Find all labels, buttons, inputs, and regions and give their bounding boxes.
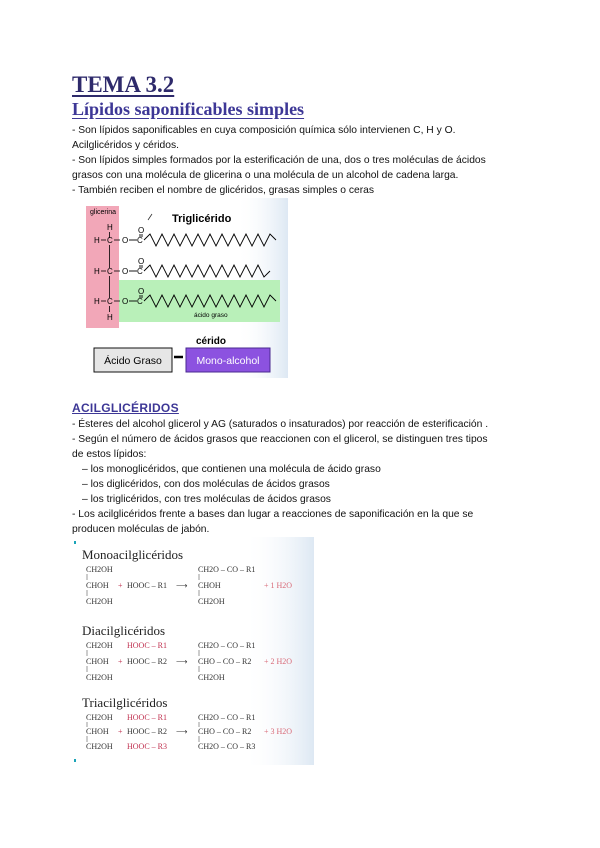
intro-text (72, 123, 542, 198)
svg-text:C: C (137, 267, 143, 276)
intro-line: Acilglicéridos y céridos. (72, 140, 180, 151)
atom-o: O (122, 267, 129, 276)
svg-text:HOOC – R1: HOOC – R1 (127, 641, 168, 650)
section-heading: ACILGLICÉRIDOS (72, 401, 179, 415)
svg-text:C: C (137, 236, 143, 245)
section-line: - Según el número de ácidos grasos que reaccionen con el glicerol, se distinguen tres tipos (72, 434, 488, 445)
svg-text:CHO – CO – R2: CHO – CO – R2 (198, 727, 252, 736)
svg-text:CH2O – CO – R3: CH2O – CO – R3 (198, 742, 256, 751)
svg-text:CH2OH: CH2OH (86, 565, 113, 574)
bond-mark (148, 214, 152, 220)
corner-mark (74, 759, 76, 762)
section-line: producen moléculas de jabón. (72, 524, 210, 535)
svg-text:CH2OH: CH2OH (86, 597, 113, 606)
svg-text:HOOC – R1: HOOC – R1 (127, 713, 168, 722)
svg-text:⟶: ⟶ (176, 581, 188, 590)
section-line: de estos lípidos: (72, 449, 147, 460)
svg-text:CH2OH: CH2OH (86, 673, 113, 682)
alcohol-box-label: Mono-alcohol (196, 355, 260, 367)
svg-text:CH2OH: CH2OH (86, 713, 113, 722)
svg-text:CH2OH: CH2OH (86, 742, 113, 751)
svg-text:CH2OH: CH2OH (198, 673, 225, 682)
acid-box-label: Ácido Graso (104, 355, 162, 367)
page-title: TEMA 3.2 (72, 72, 175, 97)
svg-text:CH2O – CO – R1: CH2O – CO – R1 (198, 641, 256, 650)
svg-text:CH2OH: CH2OH (86, 641, 113, 650)
atom-c: C (107, 267, 113, 276)
svg-text:CHOH: CHOH (198, 581, 221, 590)
acylglyceride-figure (74, 537, 314, 765)
atom-h: H (107, 223, 113, 232)
section-line: - Los acilglicéridos frente a bases dan lugar a reacciones de saponificación en la que se (72, 509, 474, 520)
tri-title: Triacilglicéridos (82, 695, 168, 710)
svg-text:HOOC – R2: HOOC – R2 (127, 657, 168, 666)
svg-text:⟶: ⟶ (176, 727, 188, 736)
glycerol-label: glicerina (90, 209, 117, 216)
atom-h: H (94, 267, 100, 276)
svg-text:⟶: ⟶ (176, 657, 188, 666)
di-title: Diacilglicéridos (82, 623, 166, 638)
corner-mark (74, 541, 76, 544)
svg-text:C: C (137, 297, 143, 306)
mono-title: Monoacilglicéridos (82, 547, 184, 562)
section-line: - Ésteres del alcohol glicerol y AG (saturados o insaturados) por reacción de esterificación . (72, 419, 489, 430)
page-subtitle: Lípidos saponificables simples (72, 99, 305, 119)
svg-text:O: O (138, 287, 145, 296)
atom-c: C (107, 236, 113, 245)
svg-text:CH2O – CO – R1: CH2O – CO – R1 (198, 713, 256, 722)
svg-text:+: + (118, 657, 123, 666)
svg-text:CHOH: CHOH (86, 727, 109, 736)
list-item-tri: – los triglicéridos, con tres moléculas de ácidos grasos (82, 494, 331, 505)
svg-text:CH2O – CO – R1: CH2O – CO – R1 (198, 565, 256, 574)
atom-o: O (122, 297, 129, 306)
svg-text:CHOH: CHOH (86, 581, 109, 590)
svg-text:CHO – CO – R2: CHO – CO – R2 (198, 657, 252, 666)
svg-text:+ 3 H2O: + 3 H2O (264, 727, 293, 736)
svg-text:O: O (138, 257, 145, 266)
intro-line: - Son lípidos saponificables en cuya composición química sólo intervienen C, H y O. (72, 125, 456, 136)
list-item-di: – los diglicéridos, con dos moléculas de ácidos grasos (82, 479, 330, 490)
triglyceride-title: Triglicérido (172, 213, 232, 225)
svg-text:HOOC – R1: HOOC – R1 (127, 581, 168, 590)
triglyceride-figure (86, 198, 288, 378)
svg-text:+ 1 H2O: + 1 H2O (264, 581, 293, 590)
svg-text:+ 2 H2O: + 2 H2O (264, 657, 293, 666)
svg-text:CHOH: CHOH (86, 657, 109, 666)
atom-h: H (94, 236, 100, 245)
atom-c: C (107, 297, 113, 306)
atom-h: H (107, 313, 113, 322)
svg-text:HOOC – R2: HOOC – R2 (127, 727, 168, 736)
atom-h: H (94, 297, 100, 306)
intro-line: - También reciben el nombre de glicéridos, grasas simples o ceras (72, 185, 374, 196)
list-item-mono: – los monoglicéridos, que contienen una molécula de ácido graso (82, 464, 381, 475)
atom-o: O (122, 236, 129, 245)
svg-text:+: + (118, 581, 123, 590)
acid-label: ácido graso (194, 312, 228, 319)
intro-line: - Son lípidos simples formados por la esterificación de una, dos o tres moléculas de ácidos (72, 155, 486, 166)
svg-text:HOOC – R3: HOOC – R3 (127, 742, 168, 751)
glycerol-highlight (86, 206, 119, 328)
svg-text:O: O (138, 226, 145, 235)
intro-line: grasos con una molécula de glicerina o una molécula de un alcohol de cadena larga. (72, 170, 459, 181)
cerido-label: cérido (196, 336, 227, 347)
section-text (72, 417, 542, 537)
svg-text:+: + (118, 727, 123, 736)
svg-text:CH2OH: CH2OH (198, 597, 225, 606)
